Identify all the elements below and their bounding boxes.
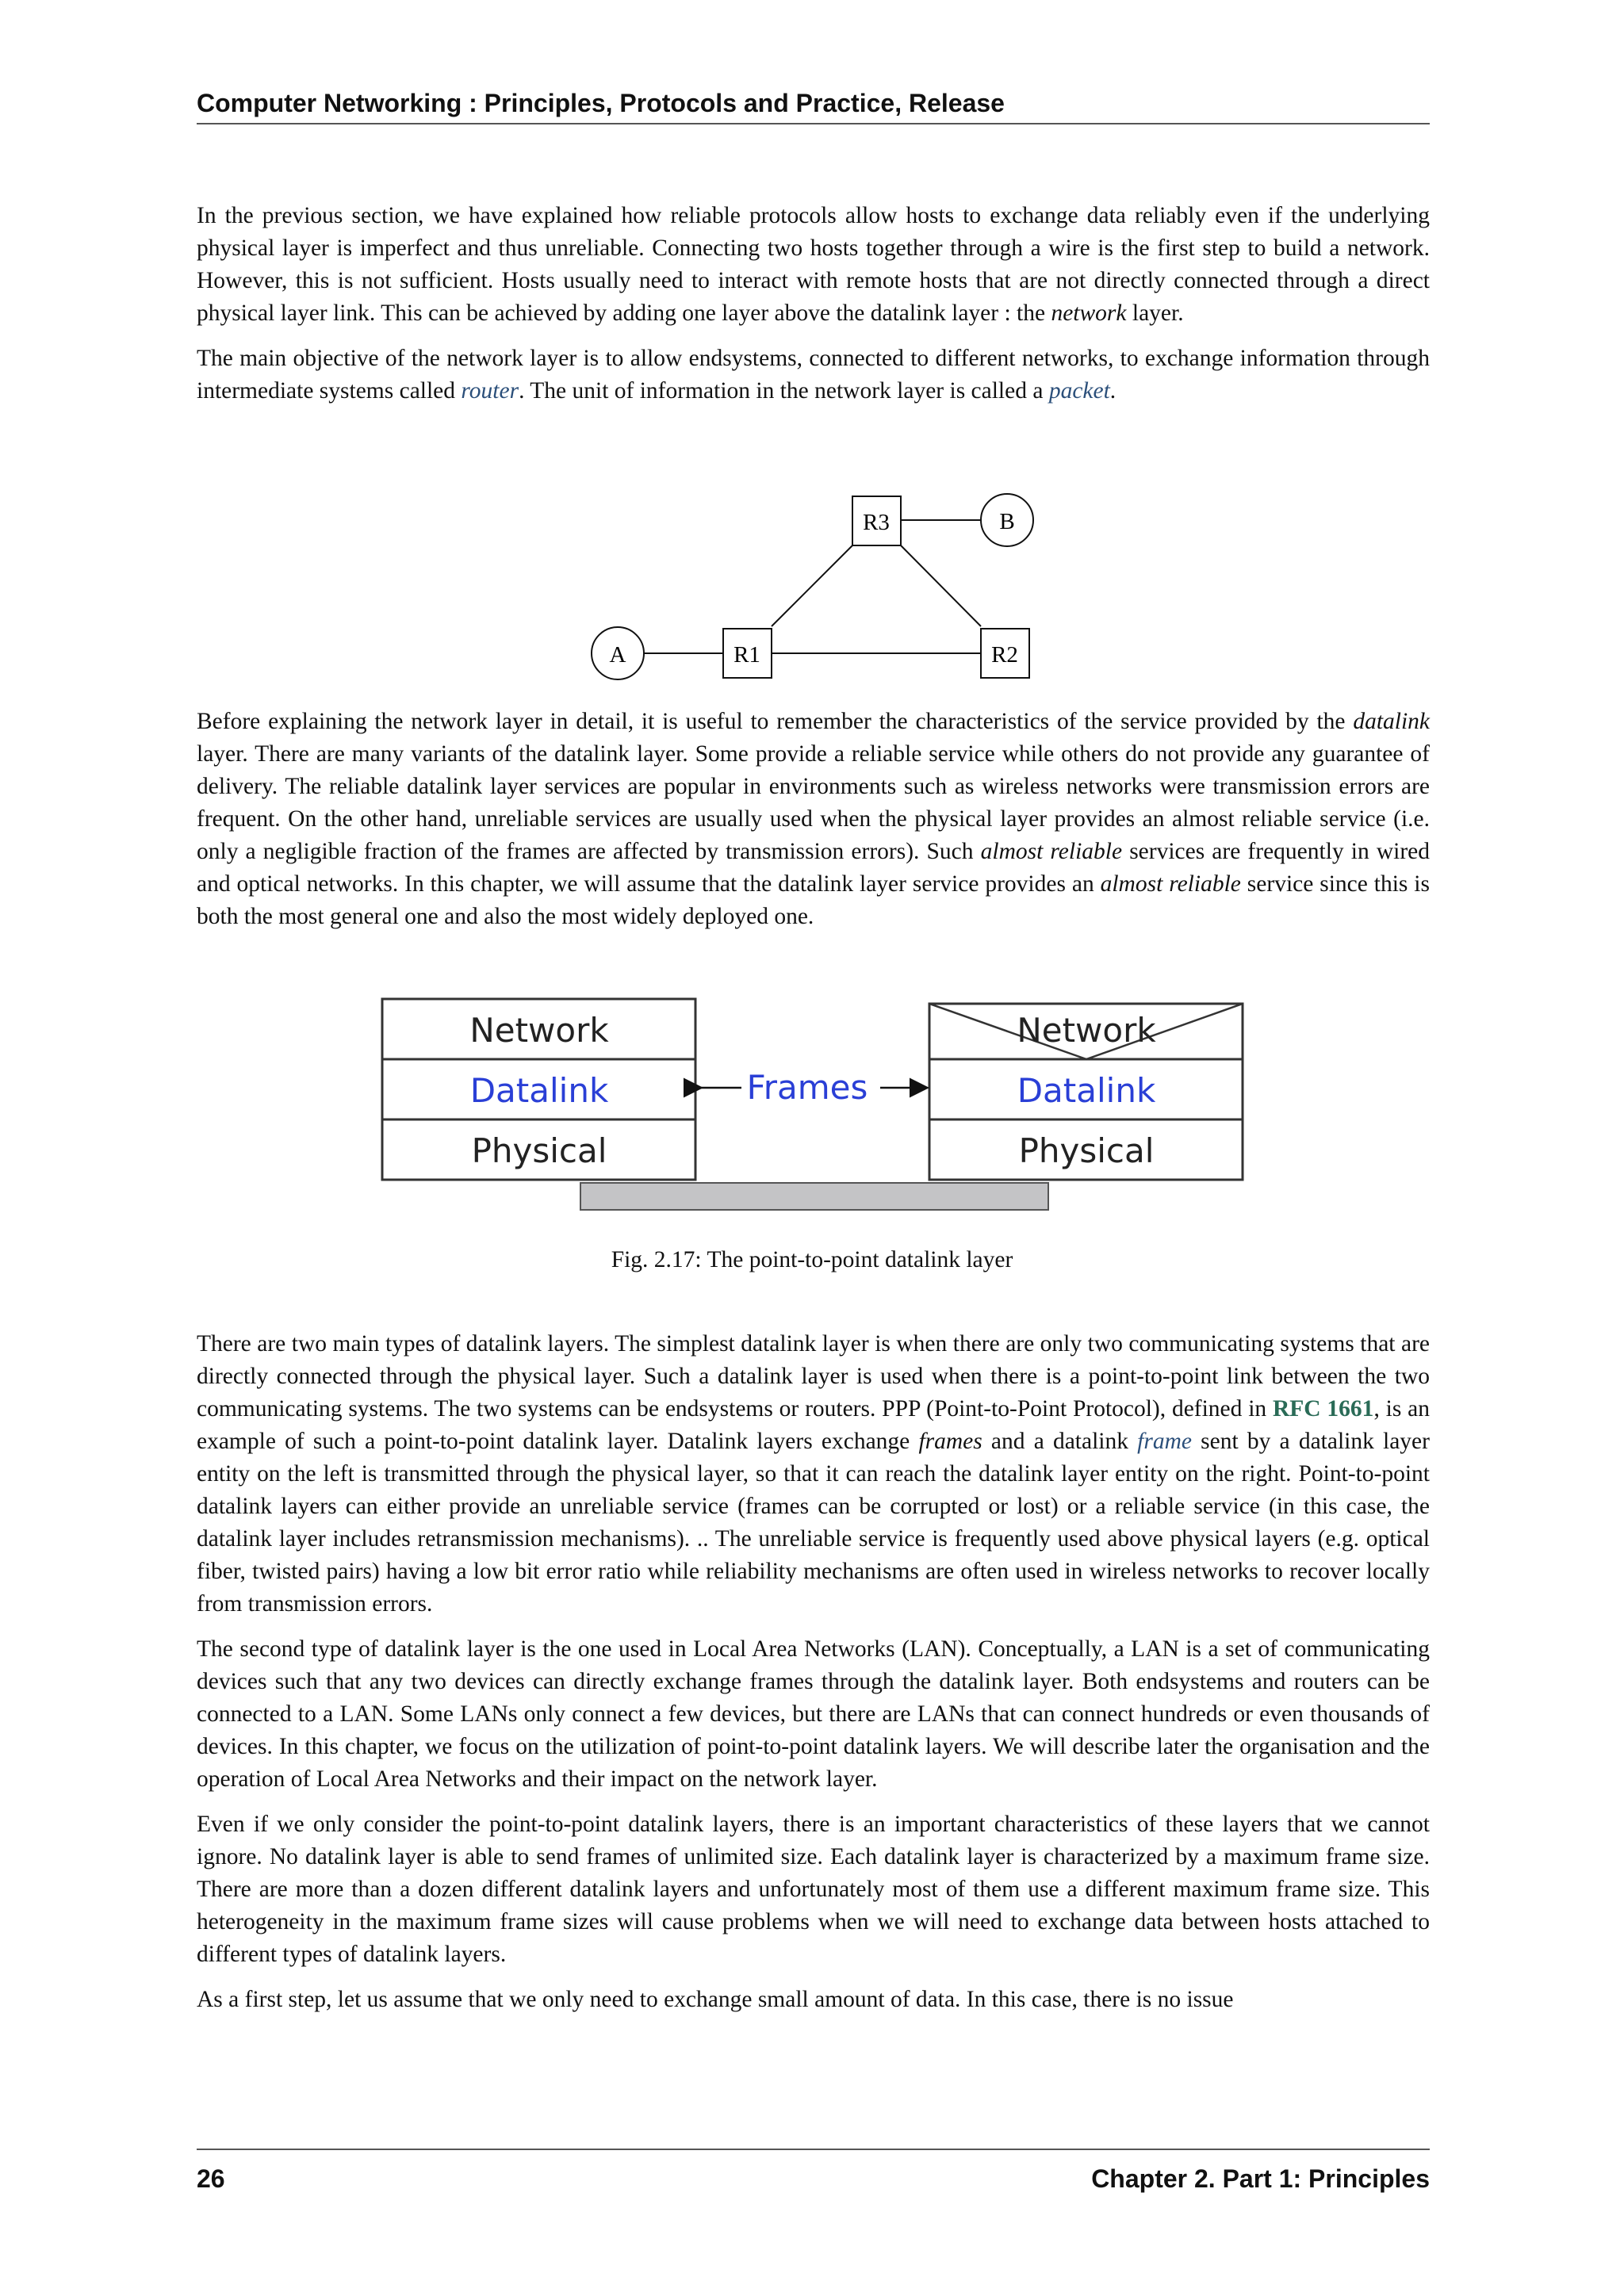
datalink-layers-figure [0, 983, 1624, 1221]
host-a [592, 627, 644, 679]
paragraph-lan: The second type of datalink layer is the one used in Local Area Networks (LAN). Conceptually, a LAN is a set of communicating devices such that any two devices can directly exchange frames through the datalink layer. Both endsystems and routers can be connected to a LAN. Some LANs only connect a few devices, but there are LANs that can connect hundreds or even thousands of devices. In this chapter, we focus on the utilization of point-to-point datalink layers. We will describe later the organisation and the operation of Local Area Networks and their impact on the network layer. [197, 1636, 1430, 1792]
page-footer [197, 2149, 1430, 2194]
figure-caption: Fig. 2.17: The point-to-point datalink layer [611, 1247, 1013, 1272]
frames-label: Frames [746, 1068, 868, 1107]
paragraph-intro: In the previous section, we have explained how reliable protocols allow hosts to exchange data reliably even if the underlying physical layer is imperfect and thus unreliable. Connecting two hosts together through a wire is the first step to build a network. However, this is not sufficient. Hosts usually need to interact with remote hosts that are not directly connected through a direct physical layer link. This can be achieved by adding one layer above the datalink layer : the network layer. [197, 203, 1430, 326]
paragraph-network-objective: The main objective of the network layer is to allow endsystems, connected to different networks, to exchange information through intermediate systems called router. The unit of information in the network layer is called a packet. [197, 346, 1430, 404]
term-network: network [1051, 300, 1127, 326]
link-r3-r2 [901, 545, 981, 626]
right-physical-label: Physical [1018, 1131, 1155, 1170]
paragraph-datalink-service: Before explaining the network layer in detail, it is useful to remember the characteristics of the service provided by the datalink layer. There are many variants of the datalink layer. Some provide a reliable service while others do not provide any guarantee of delivery. The reliable datalink layer services are popular in environments such as wireless networks were transmission errors are frequent. On the other hand, unreliable services are usually used when the physical layer provides an almost reliable service (i.e. only a negligible fraction of the frames are affected by transmission errors). Such almost reliable services are frequently in wired and optical networks. In this chapter, we will assume that the datalink layer service provides an almost reliable service since this is both the most general one and also the most widely deployed one. [197, 709, 1430, 929]
topology-figure [0, 0, 1624, 714]
svg-text:R1: R1 [733, 642, 760, 668]
svg-text:B: B [999, 509, 1015, 534]
link-frame[interactable]: frame [1137, 1429, 1192, 1454]
svg-text:R2: R2 [991, 642, 1018, 668]
page-number: 26 [197, 2164, 225, 2193]
link-rfc-1661[interactable]: RFC 1661 [1272, 1396, 1374, 1422]
host-b [981, 494, 1033, 546]
right-network-label: Network [1017, 1011, 1156, 1050]
paragraph-frame-size: Even if we only consider the point-to-point datalink layers, there is an important characteristics of these layers that we cannot ignore. No datalink layer is able to send frames of unlimited size. Each datalink layer is characterized by a maximum frame size. There are more than a dozen different datalink layers and unfortunately most of them use a different maximum frame size. This heterogeneity in the maximum frame sizes will cause problems when we will need to exchange data between hosts attached to different types of datalink layers. [197, 1812, 1430, 1967]
svg-text:A: A [609, 642, 626, 668]
paragraph-point-to-point: There are two main types of datalink layers. The simplest datalink layer is when there are only two communicating systems that are directly connected through the physical layer. Such a datalink layer is used when there is a point-to-point link between the two communicating systems. The two systems can be endsystems or routers. PPP (Point-to-Point Protocol), defined in RFC 1661, is an example of such a point-to-point datalink layer. Datalink layers exchange frames and a datalink frame sent by a datalink layer entity on the left is transmitted through the physical layer, so that it can reach the datalink layer entity on the right. Point-to-point datalink layers can either provide an unreliable service (frames can be corrupted or lost) or a reliable service (in this case, the datalink layer includes retransmission mechanisms). .. The unreliable service is frequently used above physical layers (e.g. optical fiber, twisted pairs) having a low bit error ratio while reliability mechanisms are often used in wireless networks to recover locally from transmission errors. [197, 1331, 1430, 1617]
left-network-label: Network [469, 1011, 609, 1050]
left-datalink-label: Datalink [469, 1071, 609, 1110]
paragraph-first-step: As a first step, let us assume that we only need to exchange small amount of data. In this case, there is no issue [197, 1987, 1234, 2012]
router-r2 [981, 629, 1029, 678]
link-router[interactable]: router [461, 378, 519, 404]
text-block-bottom [197, 1328, 1430, 2029]
link-packet[interactable]: packet [1048, 378, 1110, 404]
router-r1 [723, 629, 772, 678]
text-block-datalink-intro [197, 706, 1430, 946]
physical-medium-bar [580, 1183, 1048, 1210]
left-physical-label: Physical [471, 1131, 607, 1170]
running-header: Computer Networking : Principles, Protocols and Practice, Release [197, 89, 1430, 124]
chapter-title: Chapter 2. Part 1: Principles [1091, 2164, 1430, 2193]
right-datalink-label: Datalink [1017, 1071, 1156, 1110]
link-r3-r1 [772, 545, 852, 626]
svg-text:R3: R3 [863, 510, 890, 535]
router-r3 [852, 496, 901, 545]
